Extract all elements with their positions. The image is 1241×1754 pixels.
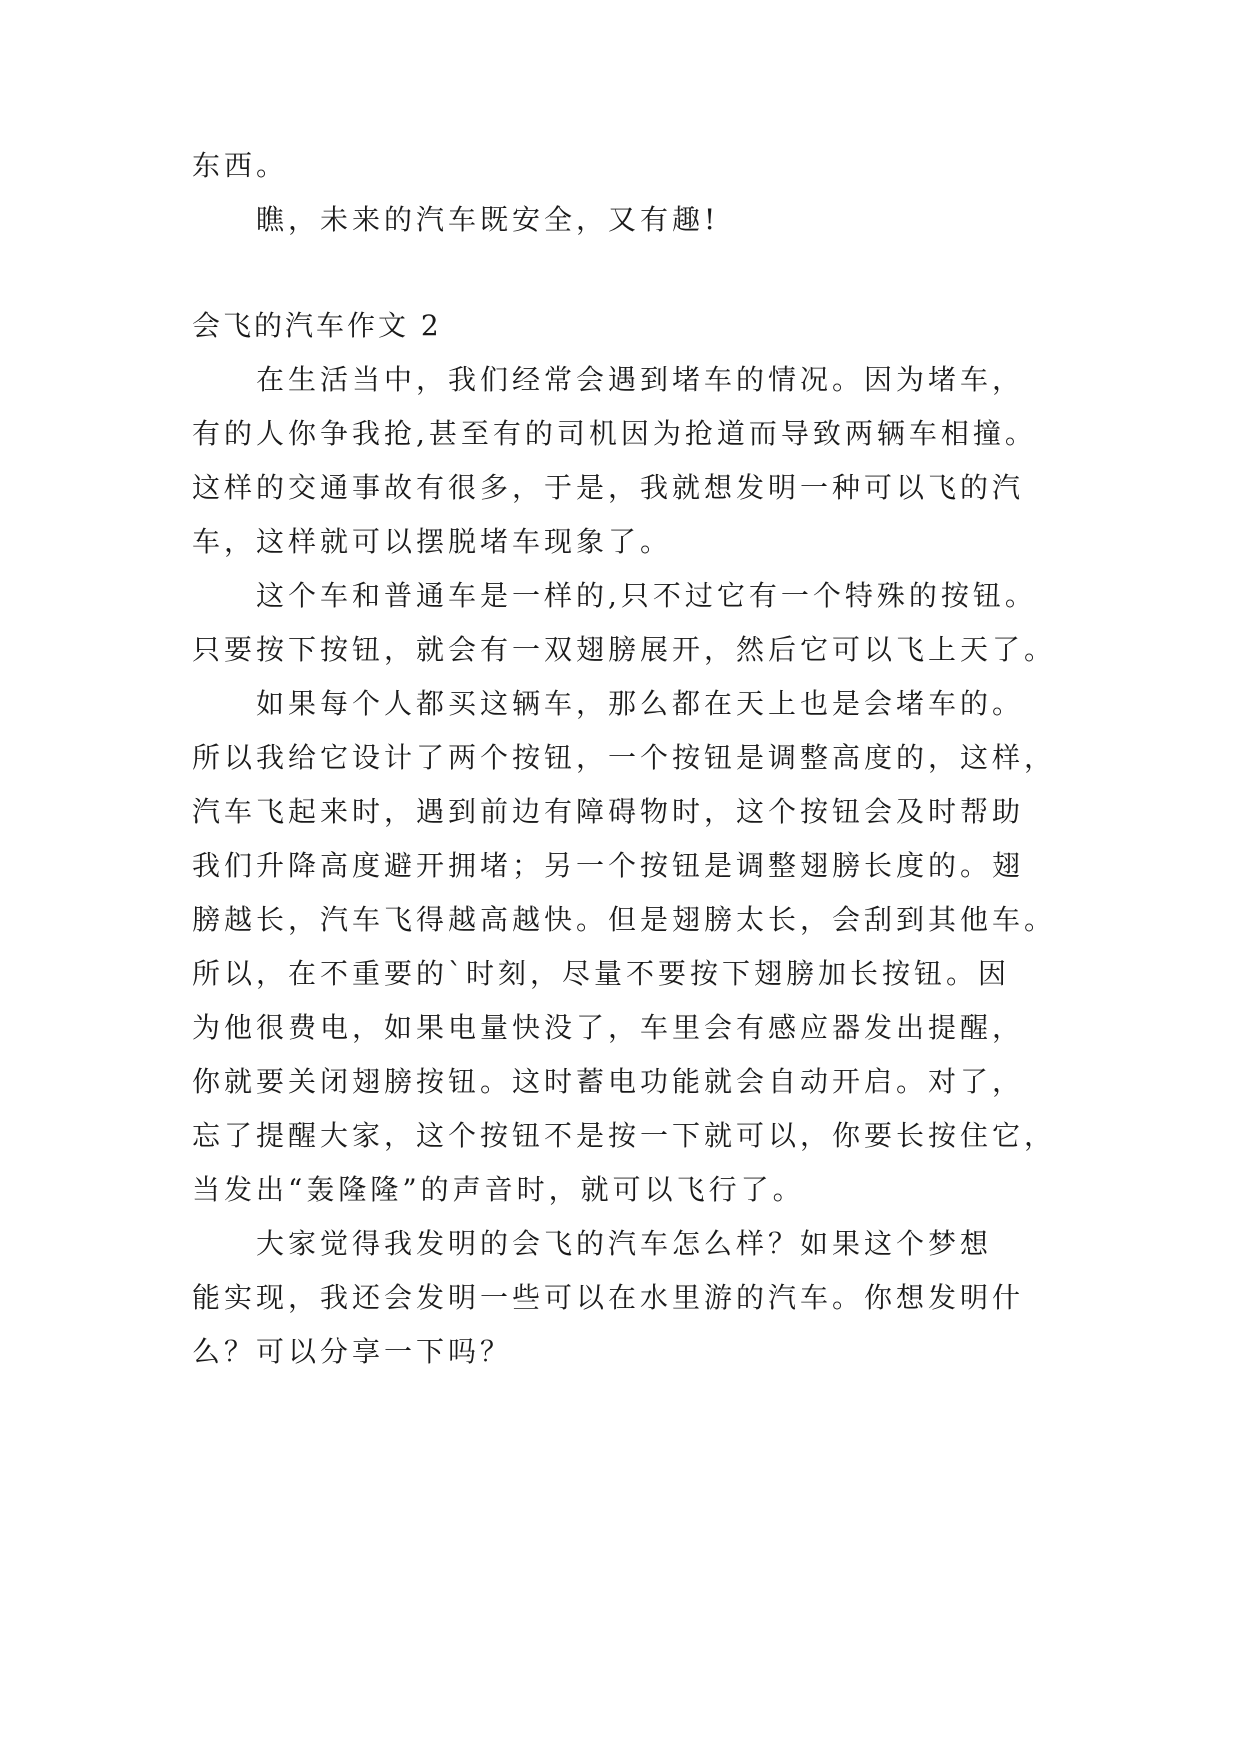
section-title: 会飞的汽车作文 2: [192, 309, 442, 342]
paragraph-line: 有的人你争我抢,甚至有的司机因为抢道而导致两辆车相撞。: [192, 417, 1037, 450]
paragraph-line: 当发出“轰隆隆”的声音时，就可以飞行了。: [192, 1173, 805, 1206]
paragraph-line: 所以，在不重要的`时刻，尽量不要按下翅膀加长按钮。因: [192, 957, 1011, 990]
paragraph-line: 大家觉得我发明的会飞的汽车怎么样？如果这个梦想: [256, 1227, 993, 1260]
paragraph-line: 为他很费电，如果电量快没了，车里会有感应器发出提醒，: [192, 1011, 1025, 1044]
paragraph-line: 能实现，我还会发明一些可以在水里游的汽车。你想发明什: [192, 1281, 1025, 1314]
paragraph-line: 你就要关闭翅膀按钮。这时蓄电功能就会自动开启。对了，: [192, 1065, 1025, 1098]
paragraph-line: 在生活当中，我们经常会遇到堵车的情况。因为堵车，: [256, 363, 1025, 396]
paragraph-line: 所以我给它设计了两个按钮，一个按钮是调整高度的，这样，: [192, 741, 1057, 774]
paragraph-line: 这样的交通事故有很多，于是，我就想发明一种可以飞的汽: [192, 471, 1025, 504]
paragraph-line: 这个车和普通车是一样的,只不过它有一个特殊的按钮。: [256, 579, 1037, 612]
paragraph-line: 忘了提醒大家，这个按钮不是按一下就可以，你要长按住它，: [192, 1119, 1057, 1152]
paragraph-line: 么？可以分享一下吗？: [192, 1335, 513, 1368]
paragraph-line: 膀越长，汽车飞得越高越快。但是翅膀太长，会刮到其他车。: [192, 903, 1057, 936]
paragraph-line: 我们升降高度避开拥堵；另一个按钮是调整翅膀长度的。翅: [192, 849, 1025, 882]
paragraph-line: 汽车飞起来时，遇到前边有障碍物时，这个按钮会及时帮助: [192, 795, 1025, 828]
paragraph-line: 只要按下按钮，就会有一双翅膀展开，然后它可以飞上天了。: [192, 633, 1057, 666]
paragraph-line: 东西。: [192, 149, 289, 182]
paragraph-line: 车，这样就可以摆脱堵车现象了。: [192, 525, 673, 558]
paragraph-line: 瞧，未来的汽车既安全，又有趣!: [256, 203, 720, 236]
paragraph-line: 如果每个人都买这辆车，那么都在天上也是会堵车的。: [256, 687, 1025, 720]
